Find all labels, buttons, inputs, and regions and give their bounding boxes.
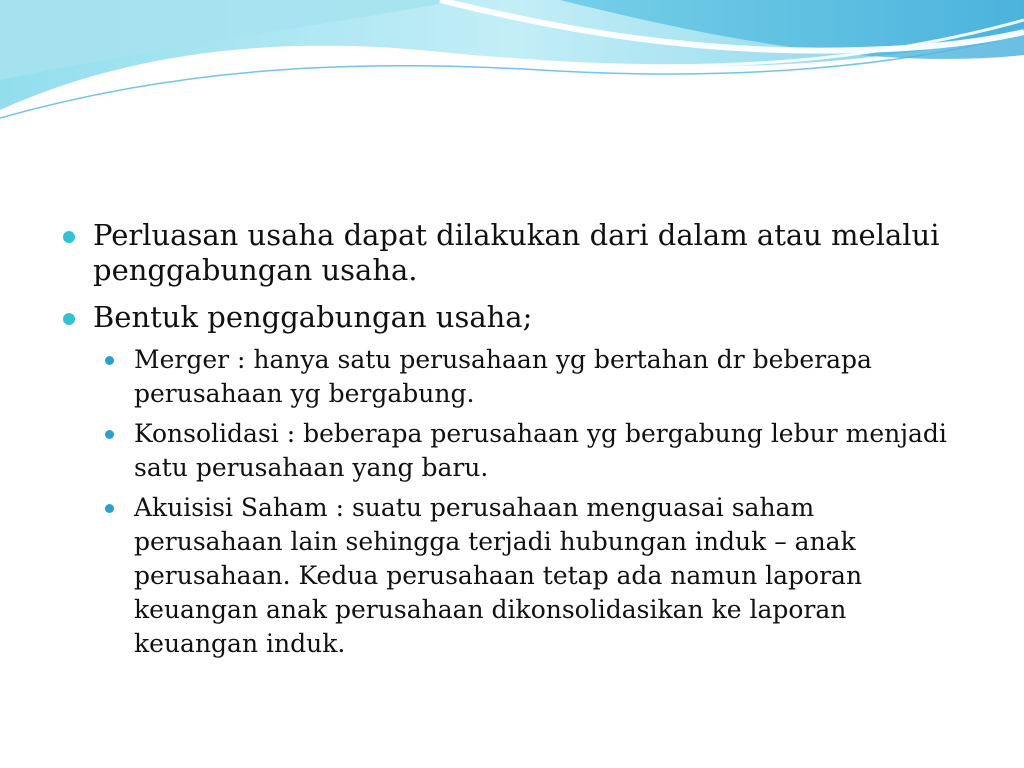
sub-bullet-text: Merger : hanya satu perusahaan yg bertahan dr beberapa perusahaan yg bergabung.	[134, 345, 872, 408]
bullet-text: Perluasan usaha dapat dilakukan dari dalam atau melalui penggabungan usaha.	[93, 218, 940, 287]
sub-bullet-dot-icon	[105, 430, 114, 439]
sub-bullet-item	[103, 417, 962, 485]
sub-bullet-text: Akuisisi Saham : suatu perusahaan menguasai saham perusahaan lain sehingga terjadi hubungan induk – anak perusahaan. Kedua perusahaan tetap ada namun laporan keuangan anak perusahaan dikonsolidasikan ke laporan keuangan induk.	[134, 493, 863, 658]
sub-bullet-item	[103, 343, 962, 411]
sub-bullet-list	[103, 343, 962, 661]
bullet-item	[62, 300, 962, 661]
decorative-wave-header	[0, 0, 1024, 130]
slide-body	[62, 218, 962, 673]
bullet-dot-icon	[63, 313, 75, 325]
sub-bullet-item	[103, 491, 962, 661]
sub-bullet-dot-icon	[105, 504, 114, 513]
bullet-list	[62, 218, 962, 661]
bullet-text: Bentuk penggabungan usaha;	[93, 300, 533, 334]
sub-bullet-dot-icon	[105, 356, 114, 365]
bullet-dot-icon	[63, 231, 75, 243]
bullet-item	[62, 218, 962, 288]
sub-bullet-text: Konsolidasi : beberapa perusahaan yg bergabung lebur menjadi satu perusahaan yang baru.	[134, 419, 947, 482]
